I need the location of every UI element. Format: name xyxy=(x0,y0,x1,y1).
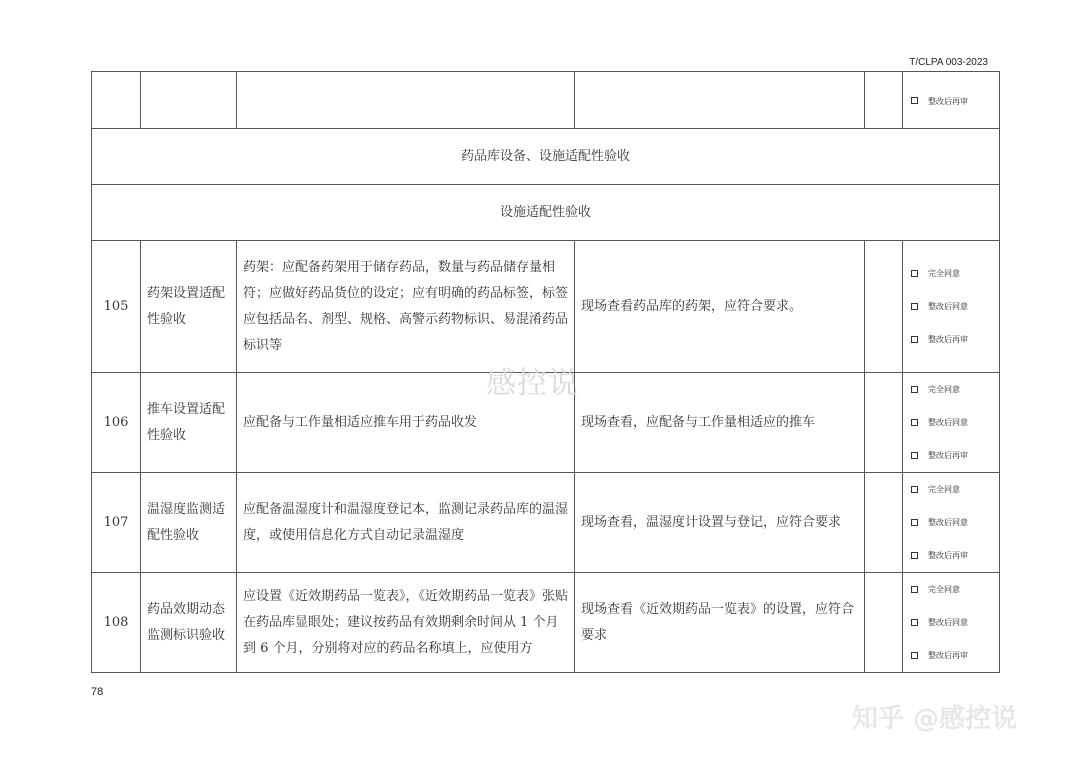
option-label: 整改后同意 xyxy=(928,301,968,311)
option-full-agree[interactable] xyxy=(911,373,999,406)
page-number: 78 xyxy=(91,686,104,698)
option-label: 完全同意 xyxy=(928,268,960,278)
row-result[interactable] xyxy=(865,473,903,573)
option-label: 完全同意 xyxy=(928,584,960,594)
checkbox-icon[interactable] xyxy=(911,486,918,493)
row-number: 107 xyxy=(92,473,141,573)
row-method: 现场查看药品库的药架，应符合要求。 xyxy=(575,241,865,373)
row-requirement: 应配备与工作量相适应推车用于药品收发 xyxy=(237,373,575,473)
option-label: 整改后同意 xyxy=(928,517,968,527)
table-row xyxy=(92,373,1000,473)
option-review-after-fix[interactable] xyxy=(911,85,999,115)
option-label: 整改后再审 xyxy=(928,650,968,660)
option-agree-after-fix[interactable] xyxy=(911,406,999,439)
category-row xyxy=(92,129,1000,185)
checkbox-icon[interactable] xyxy=(911,336,918,343)
row-requirement: 应配备温湿度计和温湿度登记本，监测记录药品库的温湿度，或使用信息化方式自动记录温湿度 xyxy=(237,473,575,573)
checkbox-icon[interactable] xyxy=(911,303,918,310)
row-options xyxy=(903,373,1000,473)
row-options xyxy=(903,473,1000,573)
row-item: 药品效期动态监测标识验收 xyxy=(141,573,237,673)
carryover-method-cell xyxy=(575,72,865,129)
option-agree-after-fix[interactable] xyxy=(911,290,999,323)
row-method: 现场查看《近效期药品一览表》的设置，应符合要求 xyxy=(575,573,865,673)
category-heading: 药品库设备、设施适配性验收 xyxy=(92,129,1000,185)
row-number: 106 xyxy=(92,373,141,473)
row-item: 药架设置适配性验收 xyxy=(141,241,237,373)
option-review-after-fix[interactable] xyxy=(911,439,999,472)
table-row xyxy=(92,241,1000,373)
option-label: 整改后再审 xyxy=(928,97,968,106)
row-method: 现场查看，应配备与工作量相适应的推车 xyxy=(575,373,865,473)
checkbox-icon[interactable] xyxy=(911,270,918,277)
subcategory-heading: 设施适配性验收 xyxy=(92,185,1000,241)
option-agree-after-fix[interactable] xyxy=(911,506,999,539)
checkbox-icon[interactable] xyxy=(911,652,918,659)
watermark-text: 感控说 xyxy=(486,366,579,401)
row-item: 推车设置适配性验收 xyxy=(141,373,237,473)
option-full-agree[interactable] xyxy=(911,473,999,506)
subcategory-row xyxy=(92,185,1000,241)
row-number: 108 xyxy=(92,573,141,673)
option-label: 整改后同意 xyxy=(928,417,968,427)
document-code: T/CLPA 003-2023 xyxy=(909,57,988,68)
acceptance-table xyxy=(91,71,1000,673)
row-item: 温湿度监测适配性验收 xyxy=(141,473,237,573)
carryover-options xyxy=(903,72,1000,129)
option-agree-after-fix[interactable] xyxy=(911,606,999,639)
row-requirement: 应设置《近效期药品一览表》，《近效期药品一览表》张贴在药品库显眼处；建议按药品有效期剩余时间从 1 个月到 6 个月，分别将对应的药品名称填上，应使用方 xyxy=(237,573,575,673)
row-result[interactable] xyxy=(865,241,903,373)
option-label: 整改后同意 xyxy=(928,617,968,627)
option-review-after-fix[interactable] xyxy=(911,539,999,572)
row-requirement: 药架：应配备药架用于储存药品，数量与药品储存量相符；应做好药品货位的设定；应有明确的药品标签，标签应包括品名、剂型、规格、高警示药物标识、易混淆药品标识等 xyxy=(237,241,575,373)
row-options xyxy=(903,241,1000,373)
table-row xyxy=(92,573,1000,673)
source-watermark: 知乎 @感控说 xyxy=(852,704,1018,734)
row-number: 105 xyxy=(92,241,141,373)
option-full-agree[interactable] xyxy=(911,257,999,290)
row-result[interactable] xyxy=(865,573,903,673)
carryover-requirement-cell xyxy=(237,72,575,129)
checkbox-icon[interactable] xyxy=(911,97,918,104)
checkbox-icon[interactable] xyxy=(911,586,918,593)
option-review-after-fix[interactable] xyxy=(911,639,999,672)
checkbox-icon[interactable] xyxy=(911,419,918,426)
table-row xyxy=(92,473,1000,573)
checkbox-icon[interactable] xyxy=(911,519,918,526)
checkbox-icon[interactable] xyxy=(911,452,918,459)
option-full-agree[interactable] xyxy=(911,573,999,606)
option-label: 整改后再审 xyxy=(928,334,968,344)
row-method: 现场查看，温湿度计设置与登记，应符合要求 xyxy=(575,473,865,573)
row-options xyxy=(903,573,1000,673)
checkbox-icon[interactable] xyxy=(911,386,918,393)
option-label: 整改后再审 xyxy=(928,550,968,560)
option-label: 整改后再审 xyxy=(928,450,968,460)
row-result[interactable] xyxy=(865,373,903,473)
checkbox-icon[interactable] xyxy=(911,552,918,559)
option-label: 完全同意 xyxy=(928,384,960,394)
carryover-no-cell xyxy=(92,72,141,129)
checkbox-icon[interactable] xyxy=(911,619,918,626)
option-label: 完全同意 xyxy=(928,484,960,494)
carryover-result-cell xyxy=(865,72,903,129)
option-review-after-fix[interactable] xyxy=(911,323,999,356)
carryover-row xyxy=(92,72,1000,129)
carryover-item-cell xyxy=(141,72,237,129)
